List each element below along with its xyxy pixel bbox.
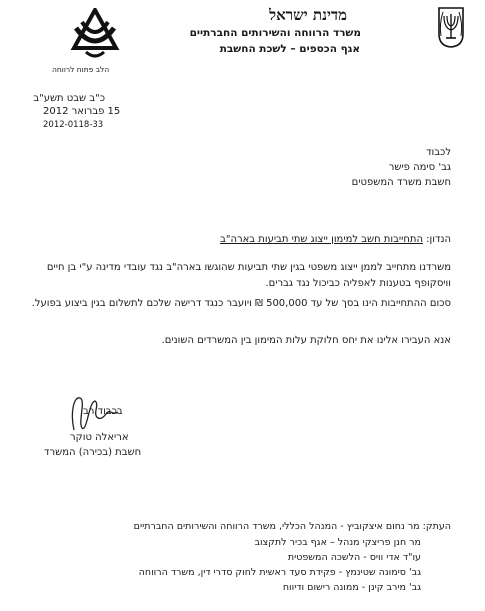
body-paragraph-1: משרדנו מתחייב לממן ייצוג משפטי בגין שתי תביעות שהוגשו בארה"ב נגד עובדי מדינה ע"י בן חיים וויסקופף בטענות לאפליה כביכול נגד גברים. — [46, 262, 451, 289]
subject-text: התחייבות חשב למימון ייצוג שתי תביעות בארה"ב — [220, 234, 423, 245]
addressee-name: גב' סימה פישר — [388, 162, 451, 173]
salutation: לכבוד — [426, 147, 451, 158]
addressee-title: חשבת משרד המשפטים — [351, 177, 451, 188]
state-title: מדינת ישראל — [269, 6, 347, 24]
signature-closing: בכבוד רב — [83, 406, 123, 417]
ministry-welfare-logo-icon — [66, 8, 124, 60]
cc-line-5: גב' מירב קינן - ממונה רישום ודיווח — [282, 582, 421, 593]
cc-line-1: העתק: מר נחום איצקוביץ - המנהל הכללי, משרד הרווחה והשירותים החברתיים — [133, 521, 451, 532]
department-name: אגף הכספים – לשכת החשבת — [219, 43, 360, 55]
gregorian-date: 15 פברואר 2012 — [43, 106, 121, 117]
subject-line — [220, 234, 451, 245]
state-emblem-menorah-icon — [435, 6, 467, 48]
body-paragraph-3: אנא העבירו אלינו את יחס חלוקת עלות המימון בין המשרדים השונים. — [161, 335, 451, 346]
cc-line-4: גב' סימונה שטינמץ - פקידת סעד ראשית לחוק סדרי דין, משרד הרווחה — [138, 567, 421, 578]
ministry-name: משרד הרווחה והשירותים החברתיים — [189, 27, 361, 39]
cc-line-2: מר חנן פריצקי מנהל – אגף בכיר לתקצוב — [254, 537, 421, 548]
hebrew-date: כ"ב שבט תשע"ב — [33, 93, 105, 104]
body-paragraph-2: סכום ההתחייבות הינו בסך של עד 500,000 ₪ ויועבר כנגד דרישה שלכם לתשלום בגין ביצוע בפועל. — [31, 298, 451, 309]
cc-line-3: עו"ד אדי וויס - הלשכה המשפטית — [287, 552, 421, 563]
signatory-name: אריאלה טוקר — [70, 432, 129, 443]
signatory-role: חשבת (בכירה) המשרד — [44, 447, 142, 458]
subject-prefix: הנדון: — [423, 234, 451, 245]
reference-number: 2012-0118-33 — [43, 120, 104, 130]
logo-slogan: הלב פתוח לרווחה — [52, 65, 110, 74]
